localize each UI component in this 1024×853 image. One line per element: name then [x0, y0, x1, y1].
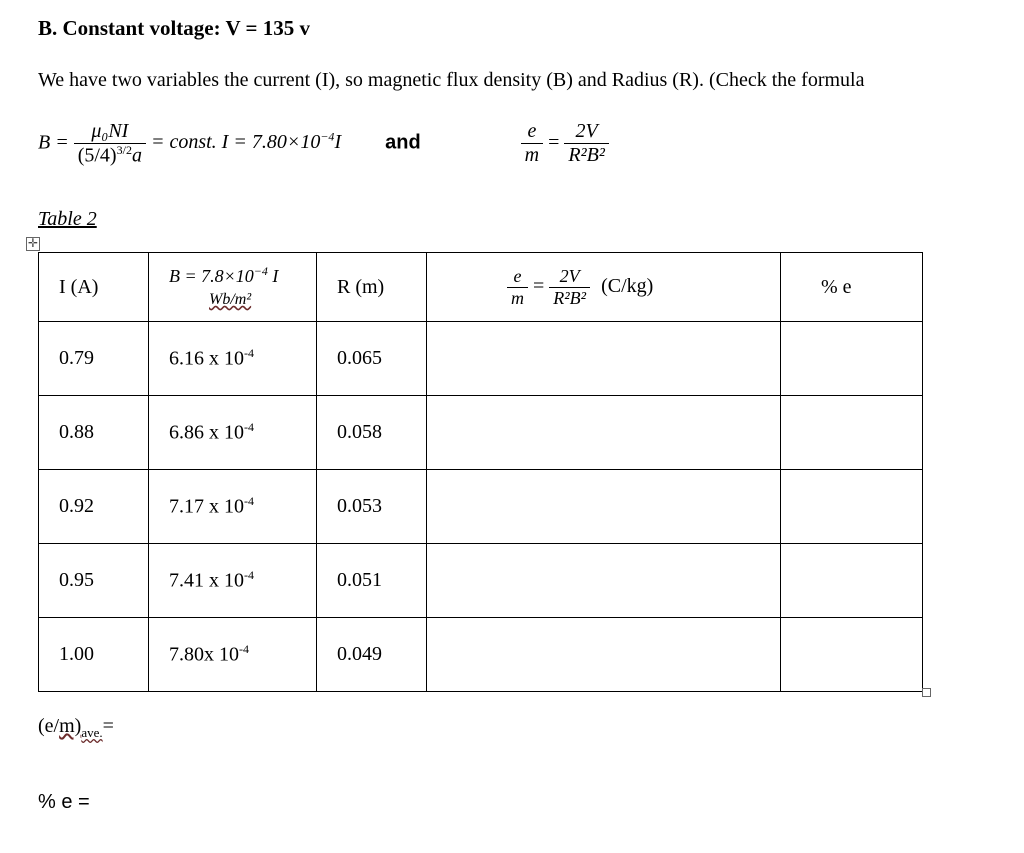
cell-b: 7.80x $10^{-4}$: [149, 618, 317, 692]
table-row: [39, 396, 923, 470]
header-percent-e: % e: [781, 253, 923, 322]
move-cross-icon[interactable]: ✛: [27, 236, 39, 250]
cell-current: 0.79: [39, 322, 149, 396]
cell-radius: 0.053: [317, 470, 427, 544]
and-word: and: [385, 131, 421, 154]
cell-radius: 0.058: [317, 396, 427, 470]
cell-radius: 0.049: [317, 618, 427, 692]
cell-em[interactable]: [427, 618, 781, 692]
percent-e-line: % e =: [38, 791, 90, 813]
formula-em-left: $\frac{e}{m}$: [521, 120, 543, 167]
resize-square-icon[interactable]: [922, 688, 931, 697]
formula-em-equals: =: [548, 131, 560, 154]
formula-row: [38, 120, 609, 180]
formula-em-right: $\frac{2V}{\text{R²B²}}$: [564, 120, 608, 167]
header-b-unit: Wb/m²: [209, 291, 252, 308]
header-em: $\frac{e}{m}$ = $\frac{2V}{\text{R²B²}}$ (C/kg): [427, 253, 781, 322]
cell-radius: 0.051: [317, 544, 427, 618]
cell-radius: 0.065: [317, 322, 427, 396]
instruction-paragraph: We have two variables the current (I), so magnetic flux density (B) and Radius (R). (Check the formula: [38, 69, 865, 91]
formula-b-denominator: $(5/4)^{3/2}a$: [77, 143, 142, 167]
cell-percent-e[interactable]: [781, 322, 923, 396]
cell-em[interactable]: [427, 544, 781, 618]
table-header-row: [39, 253, 923, 322]
table-title: Table 2: [38, 208, 97, 230]
results-table: [38, 252, 923, 692]
cell-em[interactable]: [427, 322, 781, 396]
cell-b: 7.41 x $10^{-4}$: [149, 544, 317, 618]
cell-em[interactable]: [427, 470, 781, 544]
cell-b: 7.17 x $10^{-4}$: [149, 470, 317, 544]
header-current: I (A): [39, 253, 149, 322]
cell-current: 0.95: [39, 544, 149, 618]
cell-percent-e[interactable]: [781, 396, 923, 470]
cell-current: 1.00: [39, 618, 149, 692]
table-row: [39, 618, 923, 692]
table-row: [39, 322, 923, 396]
cell-b: 6.86 x $10^{-4}$: [149, 396, 317, 470]
cell-em[interactable]: [427, 396, 781, 470]
cell-percent-e[interactable]: [781, 544, 923, 618]
formula-b-fraction: [74, 120, 146, 168]
cell-b: 6.16 x $10^{-4}$: [149, 322, 317, 396]
formula-b-lhs: B =: [38, 131, 69, 154]
cell-current: 0.88: [39, 396, 149, 470]
header-b: $B = 7.8\times 10^{-4}$ I Wb/m²: [149, 253, 317, 322]
formula-b-rhs: = const. $I = 7.80\times 10^{-4}I$: [150, 129, 342, 154]
em-average-line: $(e/m)_{ave.}=$: [38, 715, 114, 740]
header-radius: R (m): [317, 253, 427, 322]
cell-percent-e[interactable]: [781, 618, 923, 692]
cell-percent-e[interactable]: [781, 470, 923, 544]
table-row: [39, 544, 923, 618]
formula-b-numerator: μ₀NI: [74, 120, 146, 144]
table-row: [39, 470, 923, 544]
section-heading: B. Constant voltage: V = 135 v: [38, 16, 310, 40]
cell-current: 0.92: [39, 470, 149, 544]
